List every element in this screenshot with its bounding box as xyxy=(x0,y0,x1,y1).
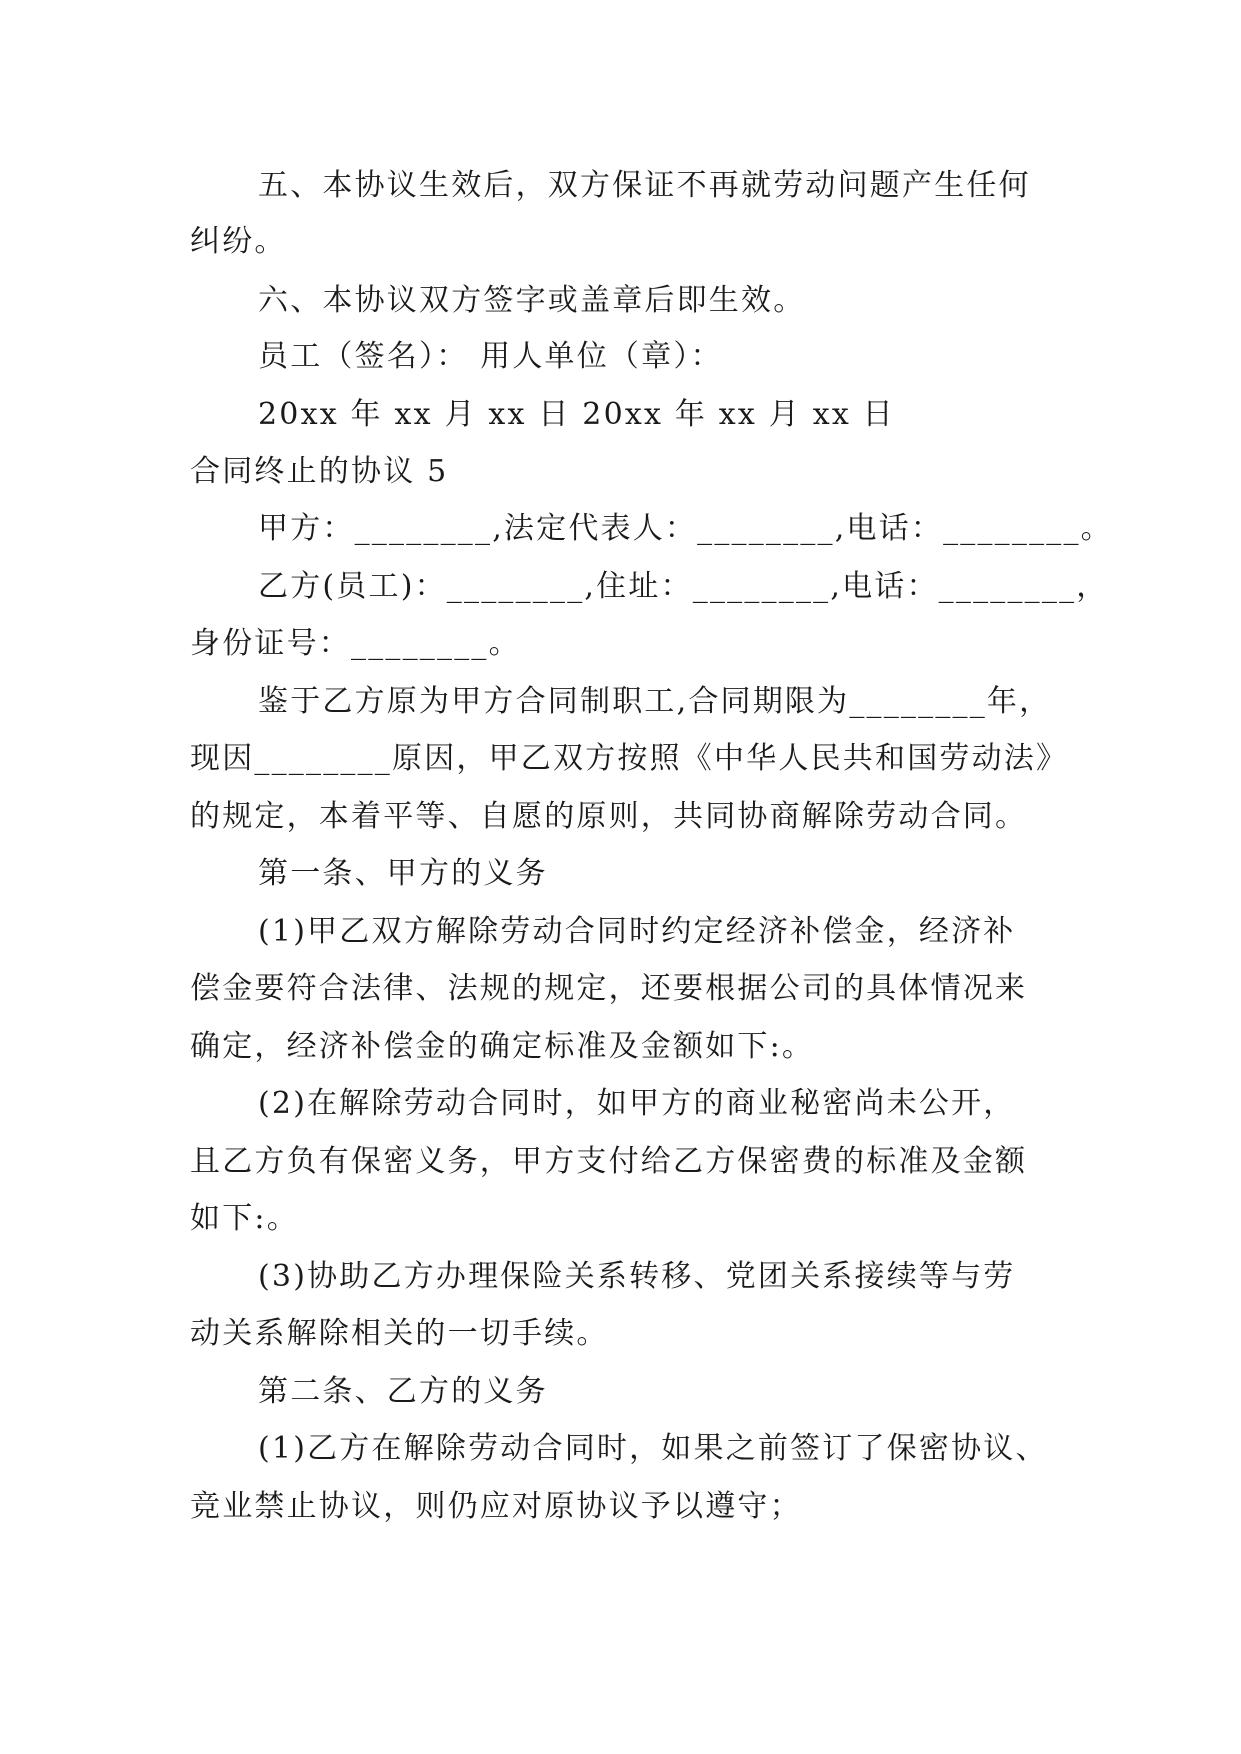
party-b-line: 乙方(员工)：________,住址：________,电话：________， xyxy=(258,569,1109,604)
paragraph-line: 竞业禁止协议，则仍应对原协议予以遵守； xyxy=(190,1489,802,1524)
paragraph-line: (2)在解除劳动合同时，如甲方的商业秘密尚未公开， xyxy=(258,1086,1016,1121)
article-heading: 第一条、甲方的义务 xyxy=(258,856,548,891)
signature-line: 员工（签名）： 用人单位（章）： xyxy=(258,339,723,374)
paragraph-line: 五、本协议生效后，双方保证不再就劳动问题产生任何 xyxy=(258,168,1031,203)
article-heading: 第二条、乙方的义务 xyxy=(258,1374,548,1409)
paragraph-line: 确定，经济补偿金的确定标准及金额如下:。 xyxy=(190,1029,815,1064)
id-number-line: 身份证号：________。 xyxy=(190,626,521,661)
paragraph-line: 六、本协议双方签字或盖章后即生效。 xyxy=(258,283,806,318)
date-line: 20xx 年 xx 月 xx 日 20xx 年 xx 月 xx 日 xyxy=(258,397,895,432)
paragraph-line: 且乙方负有保密义务，甲方支付给乙方保密费的标准及金额 xyxy=(190,1144,1028,1179)
section-title: 合同终止的协议 5 xyxy=(190,454,449,489)
paragraph-line: (1)甲乙双方解除劳动合同时约定经济补偿金，经济补 xyxy=(258,914,1016,949)
paragraph-line: 如下:。 xyxy=(190,1201,299,1236)
paragraph-line: 纠纷。 xyxy=(190,224,287,259)
paragraph-line: 动关系解除相关的一切手续。 xyxy=(190,1316,609,1351)
paragraph-line: (1)乙方在解除劳动合同时，如果之前签订了保密协议、 xyxy=(258,1431,1048,1466)
party-a-line: 甲方：________,法定代表人：________,电话：________。 xyxy=(258,511,1113,546)
paragraph-line: 鉴于乙方原为甲方合同制职工,合同期限为________年， xyxy=(258,684,1052,719)
paragraph-line: 现因________原因，甲乙双方按照《中华人民共和国劳动法》 xyxy=(190,741,1069,776)
paragraph-line: 的规定，本着平等、自愿的原则，共同协商解除劳动合同。 xyxy=(190,799,1028,834)
paragraph-line: (3)协助乙方办理保险关系转移、党团关系接续等与劳 xyxy=(258,1259,1016,1294)
paragraph-line: 偿金要符合法律、法规的规定，还要根据公司的具体情况来 xyxy=(190,971,1028,1006)
